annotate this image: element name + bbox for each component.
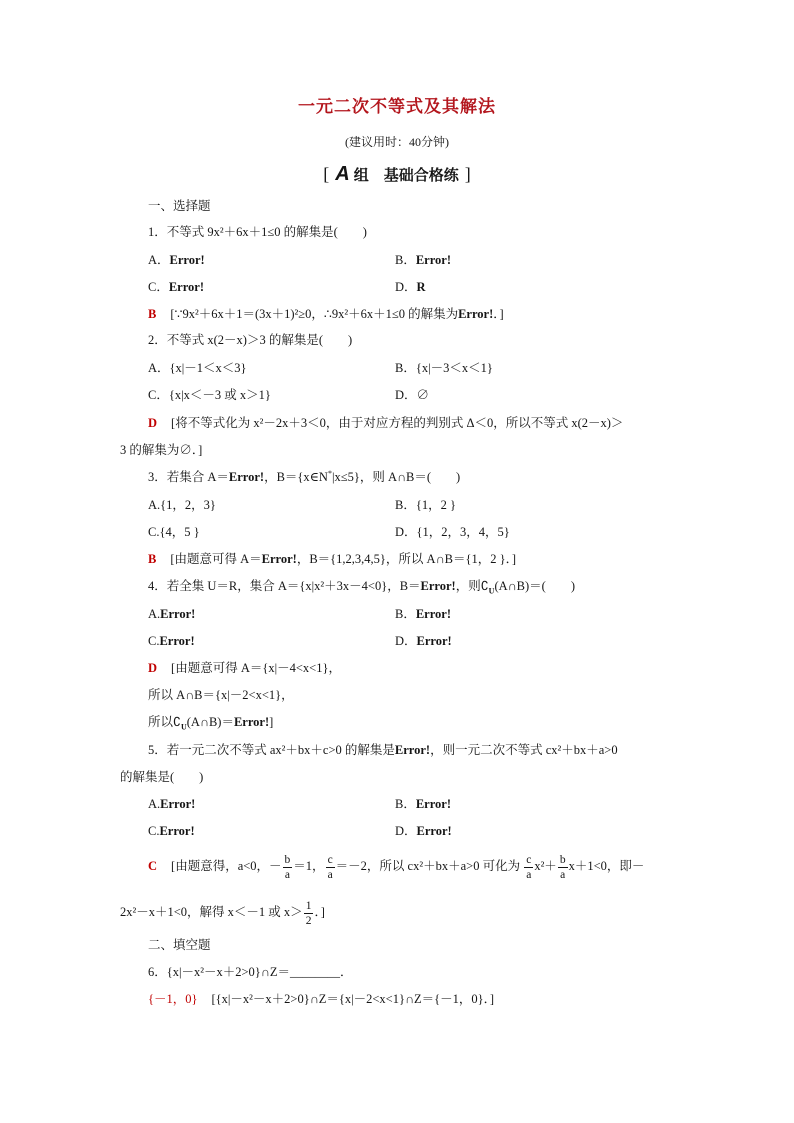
option-value: Error! (160, 797, 196, 811)
option-value: Error! (159, 634, 195, 648)
q3-stem (148, 468, 460, 486)
stem-text: ，B＝{x∈N (264, 470, 328, 484)
option-label: C. (148, 525, 160, 539)
stem-error: Error! (228, 470, 265, 484)
option-value: {x|x＜－3 或 x＞1} (168, 388, 271, 402)
fraction-numerator: b (284, 853, 291, 866)
fraction-numerator: c (327, 853, 333, 866)
option-value: {1，2，3，4，5} (416, 525, 510, 539)
q5-option-a (148, 795, 195, 813)
q1-option-c (148, 278, 204, 296)
q5-option-d (395, 822, 452, 840)
q2-option-c (148, 386, 271, 404)
q3-option-a (148, 496, 216, 514)
option-value: {x|－3＜x＜1} (415, 361, 493, 375)
explain-text: [{x|－x²－x＋2>0}∩Z＝{x|－2<x<1}∩Z＝{－1，0}．] (211, 992, 495, 1006)
option-label: D． (395, 525, 417, 539)
q6-stem: 6．{x|－x²－x＋2>0}∩Z＝________． (148, 965, 353, 979)
q3-option-d (395, 523, 510, 541)
stem-superscript: * (327, 468, 332, 478)
explain-text: [将不等式化为 x²－2x＋3＜0，由于对应方程的判别式 Δ＜0，所以不等式 x(2－x)＞ (171, 416, 624, 430)
q1-answer: B (148, 307, 157, 321)
option-value: R (416, 280, 426, 294)
group-header (0, 162, 794, 188)
fraction (326, 853, 335, 882)
section-heading-fill: 二、填空题 (148, 938, 211, 952)
q4-option-b (395, 605, 451, 623)
explain-subscript: U (180, 722, 187, 732)
page-title: 一元二次不等式及其解法 (298, 97, 496, 116)
fraction (304, 899, 314, 928)
stem-text: 4．若全集 U＝R，集合 A＝{x|x²＋3x－4<0}，B＝ (148, 579, 421, 593)
explain-text: ．] (493, 307, 504, 321)
fraction-numerator: 1 (305, 899, 312, 912)
option-label: B． (395, 498, 416, 512)
option-value: {x|－1＜x＜3} (169, 361, 247, 375)
option-label: B． (395, 797, 416, 811)
explain-text: (A∩B)＝ (186, 715, 234, 729)
q6-answer: {－1，0} (148, 992, 198, 1006)
q3-answer: B (148, 552, 157, 566)
option-value: Error! (415, 607, 452, 621)
option-value: Error! (168, 280, 205, 294)
explain-text: x＋1<0，即－ (568, 859, 645, 873)
q2-explanation-line2: 3 的解集为∅．] (120, 443, 203, 457)
option-label: A. (148, 498, 161, 512)
fraction (558, 853, 568, 882)
option-label: C． (148, 280, 169, 294)
stem-text: 3．若集合 A＝ (148, 470, 229, 484)
q2-stem: 2．不等式 x(2－x)＞3 的解集是( ) (148, 333, 353, 347)
explain-text: ] (269, 715, 274, 729)
explain-text: ，B＝{1,2,3,4,5}，所以 A∩B＝{1，2 }．] (296, 552, 516, 566)
explain-text: x²＋ (534, 859, 557, 873)
option-label: A. (148, 607, 161, 621)
option-value: Error! (169, 253, 205, 267)
fraction-denominator: 2 (305, 914, 312, 927)
q4-explanation-line3 (148, 713, 273, 731)
stem-text: |x≤5}，则 A∩B＝( ) (331, 470, 461, 484)
fraction-numerator: b (559, 853, 566, 866)
q1-option-d (395, 278, 426, 296)
option-value: Error! (415, 253, 452, 267)
option-label: A. (148, 797, 161, 811)
stem-text: ，则一元二次不等式 cx²＋bx＋a>0 (430, 743, 618, 757)
q5-stem-line1 (148, 741, 618, 759)
option-label: A． (148, 361, 170, 375)
stem-error: Error! (394, 743, 431, 757)
q1-explanation (148, 305, 504, 323)
group-label: 组 基础合格练 (353, 168, 459, 184)
q5-explanation-line2 (120, 894, 325, 930)
option-label: C. (148, 634, 160, 648)
section-heading-choice: 一、选择题 (148, 199, 211, 213)
option-value: Error! (159, 824, 195, 838)
explain-text: [由题意可得 A＝ (170, 552, 262, 566)
fraction-denominator: a (327, 868, 333, 881)
q5-option-c (148, 822, 195, 840)
group-letter: A (335, 163, 350, 185)
q2-option-b (395, 359, 493, 377)
option-value: ∅ (416, 388, 430, 402)
group-bracket-open: [ (323, 164, 330, 184)
explain-text: [∵9x²＋6x＋1＝(3x＋1)²≥0，∴9x²＋6x＋1≤0 的解集为 (170, 307, 459, 321)
fraction-denominator: a (526, 868, 532, 881)
q4-option-c (148, 632, 195, 650)
q4-option-d (395, 632, 452, 650)
stem-text: 5．若一元二次不等式 ax²＋bx＋c>0 的解集是 (148, 743, 395, 757)
q1-option-b (395, 251, 451, 269)
explain-text: ．] (314, 905, 325, 919)
q2-option-a (148, 359, 247, 377)
q2-explanation-line1 (148, 414, 623, 432)
q5-stem-line2: 的解集是( ) (120, 770, 204, 784)
option-value: Error! (415, 797, 452, 811)
explain-text: 2x²－x＋1<0，解得 x＜－1 或 x＞ (120, 905, 303, 919)
q4-option-a (148, 605, 195, 623)
q3-option-c (148, 523, 200, 541)
fraction-numerator: c (526, 853, 532, 866)
option-label: B． (395, 607, 416, 621)
q5-explanation-line1 (148, 848, 644, 884)
q6-explanation (148, 990, 494, 1008)
fraction-denominator: a (560, 868, 566, 881)
fraction (283, 853, 293, 882)
option-value: Error! (416, 634, 452, 648)
option-label: C． (148, 388, 169, 402)
option-label: D． (395, 634, 417, 648)
q3-explanation (148, 550, 516, 568)
q5-option-b (395, 795, 451, 813)
q4-explanation-line1 (148, 659, 341, 677)
option-label: D． (395, 824, 417, 838)
option-value: Error! (160, 607, 196, 621)
q5-answer: C (148, 859, 158, 873)
group-bracket-close: ] (464, 164, 471, 184)
option-value: {4，5 } (159, 525, 200, 539)
option-value: Error! (416, 824, 452, 838)
option-value: {1，2，3} (160, 498, 216, 512)
q4-answer: D (148, 661, 158, 675)
q3-option-b (395, 496, 456, 514)
option-label: D． (395, 280, 417, 294)
explain-error: Error! (261, 552, 297, 566)
q4-explanation-line2: 所以 A∩B＝{x|－2<x<1}， (148, 688, 294, 702)
stem-error: Error! (420, 579, 456, 593)
explain-error: Error! (458, 307, 494, 321)
q2-option-d (395, 386, 429, 404)
explain-text: ＝1， (293, 859, 325, 873)
option-label: D． (395, 388, 417, 402)
stem-text: ，则∁ (455, 579, 489, 593)
q1-stem: 1．不等式 9x²＋6x＋1≤0 的解集是( ) (148, 225, 367, 239)
q2-answer: D (148, 416, 158, 430)
q1-option-a (148, 251, 205, 269)
explain-text: [由题意得，a<0，－ (171, 859, 282, 873)
fraction-denominator: a (284, 868, 290, 881)
time-hint: (建议用时：40分钟) (345, 135, 449, 149)
stem-subscript: U (488, 586, 495, 596)
option-label: B． (395, 253, 416, 267)
q4-stem (148, 577, 575, 595)
explain-text: [由题意可得 A＝{x|－4<x<1}， (171, 661, 341, 675)
explain-error: Error! (233, 715, 270, 729)
stem-text: (A∩B)＝( ) (494, 579, 575, 593)
option-label: B． (395, 361, 416, 375)
option-label: C. (148, 824, 160, 838)
explain-text: ＝－2，所以 cx²＋bx＋a>0 可化为 (335, 859, 524, 873)
fraction (524, 853, 533, 882)
option-label: A． (148, 253, 170, 267)
option-value: {1，2 } (415, 498, 456, 512)
explain-text: 所以∁ (148, 715, 181, 729)
